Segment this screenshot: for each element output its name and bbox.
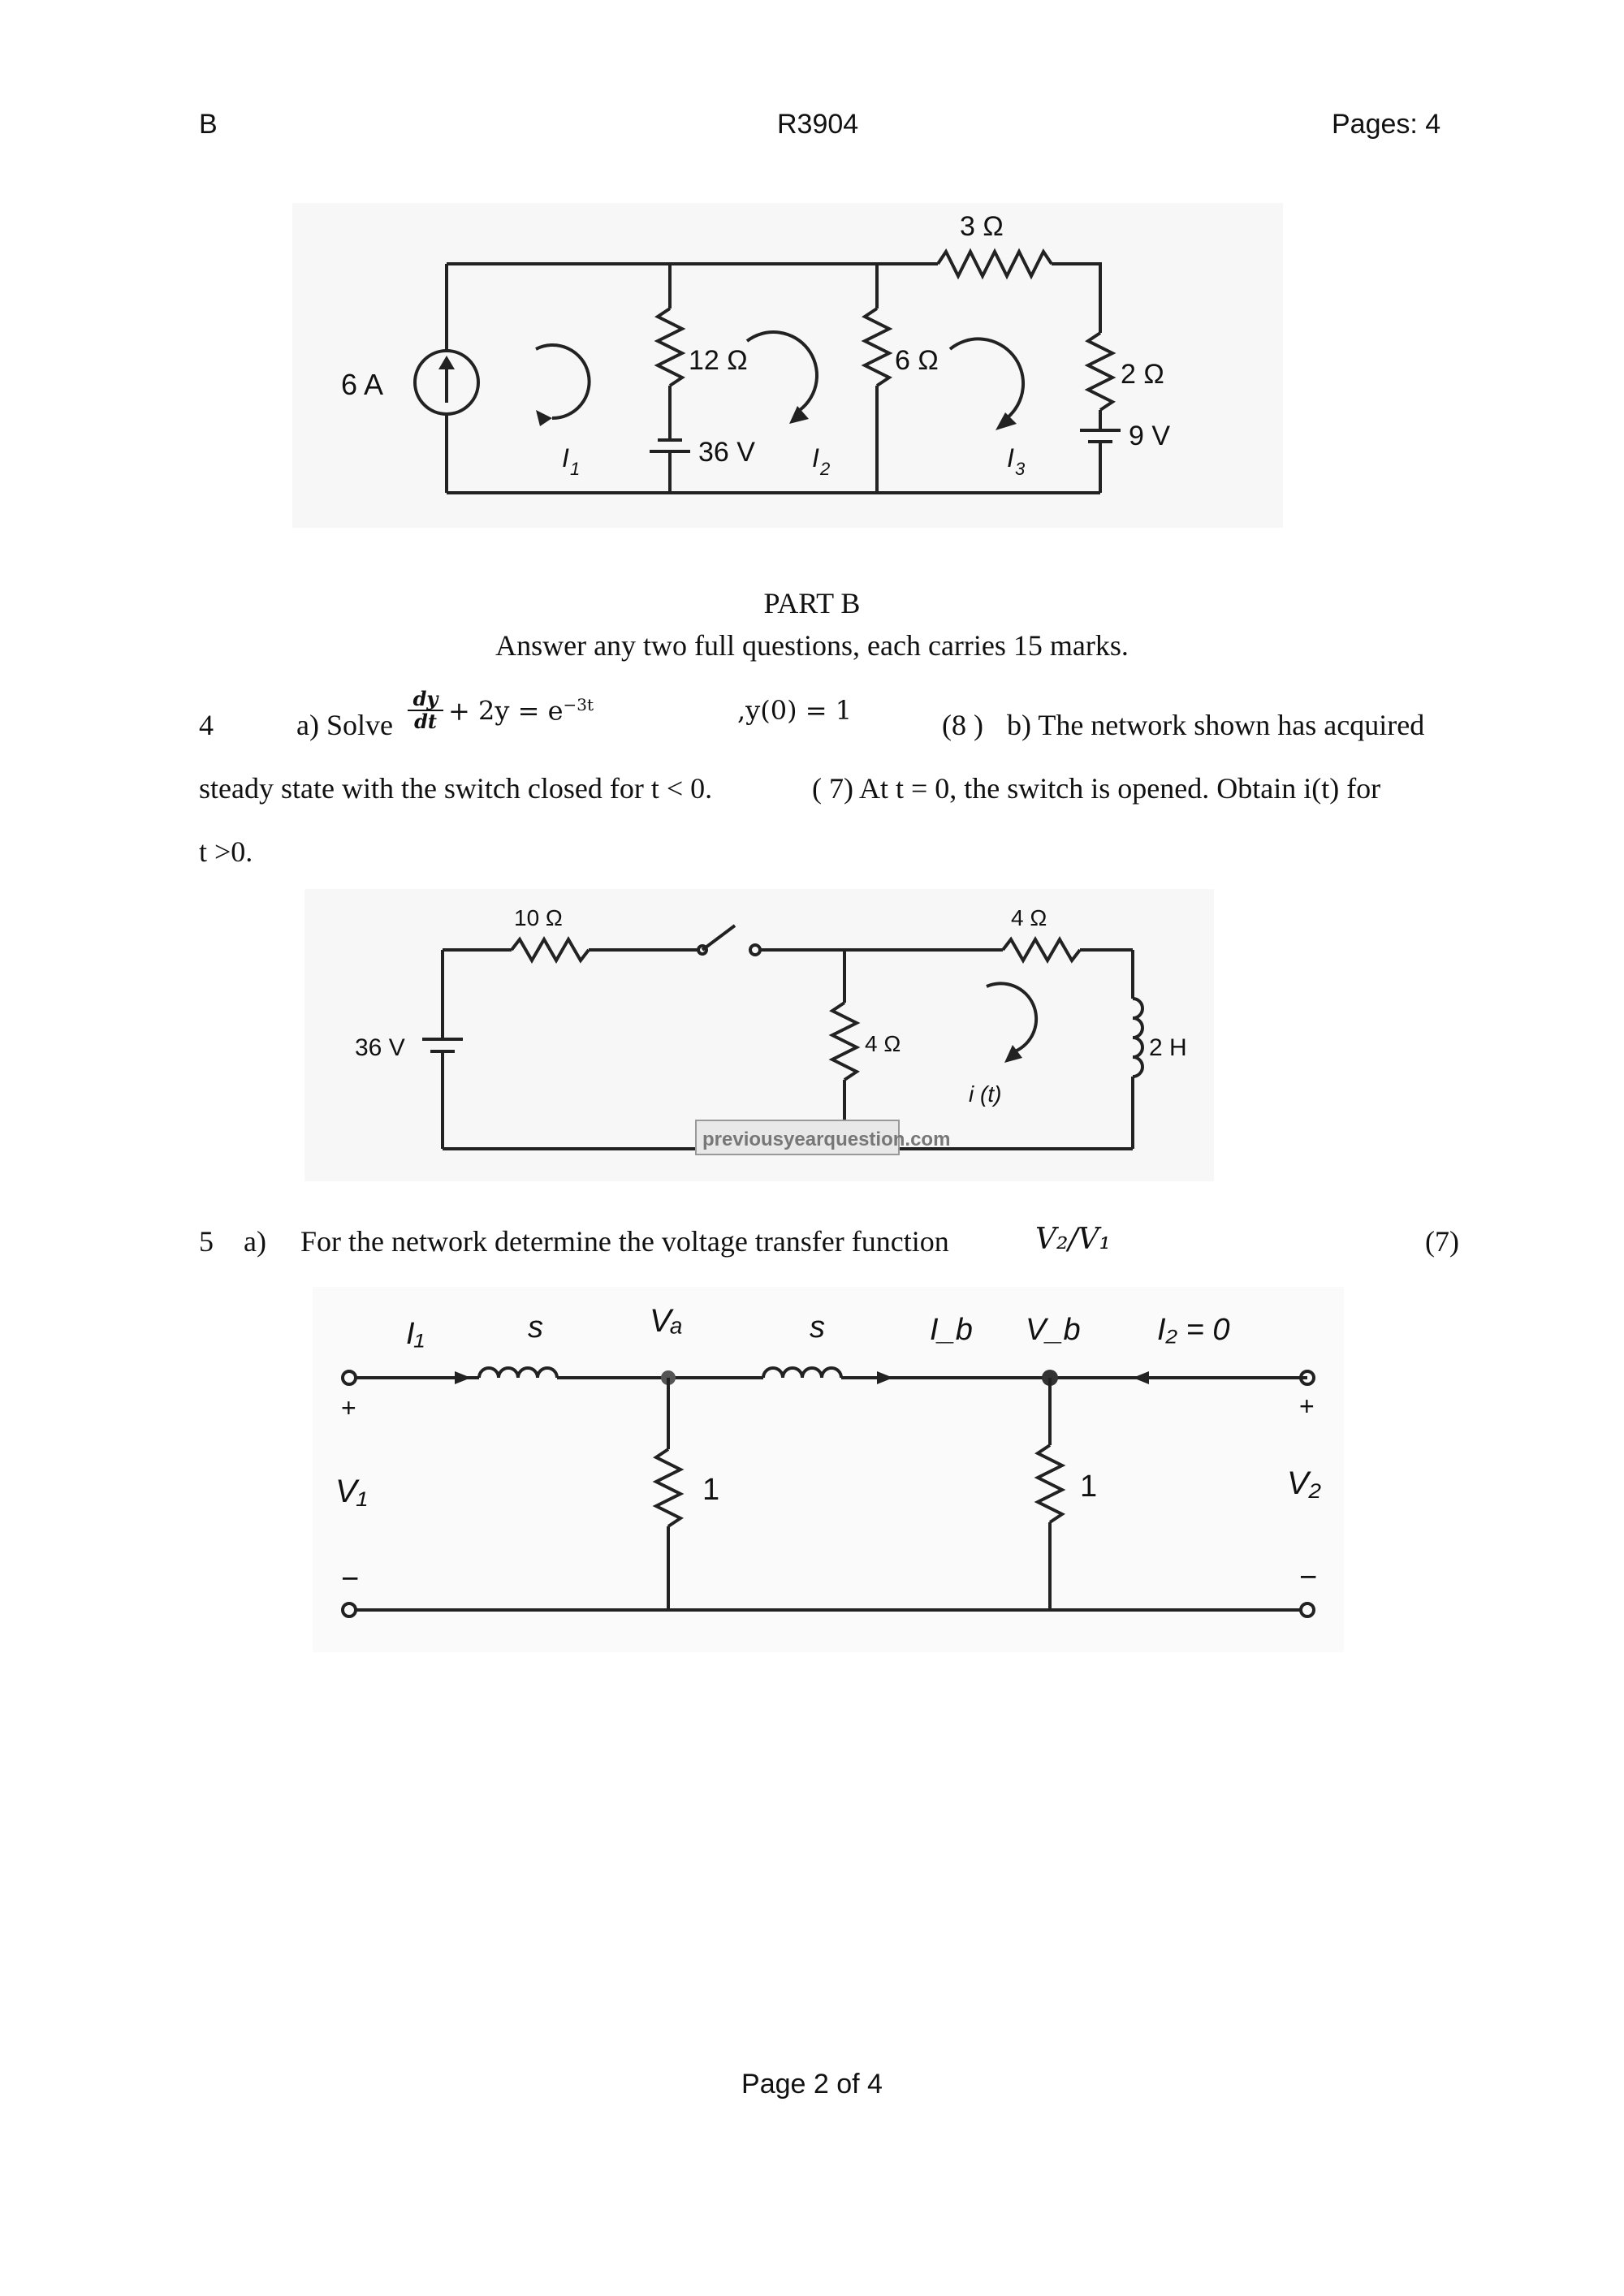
- fraction-denominator: dt: [414, 710, 437, 733]
- equation-exponent: −3t: [563, 695, 594, 714]
- loop-sub-2: 2: [820, 459, 831, 479]
- r1a-label: 1: [702, 1473, 720, 1507]
- page-footer: Page 2 of 4: [741, 2069, 883, 2100]
- current-label: i (t): [969, 1081, 1002, 1107]
- q4-line2-b: ( 7) At t = 0, the switch is opened. Obtain i(t) for: [812, 772, 1381, 805]
- i1-label: I₁: [406, 1317, 425, 1351]
- r10-label: 10 Ω: [514, 905, 563, 930]
- v2-label: V₂: [1287, 1465, 1321, 1501]
- v36-label: 36 V: [698, 437, 755, 468]
- r3-label: 3 Ω: [960, 211, 1004, 242]
- q5-number: 5: [199, 1225, 214, 1258]
- q5-transfer-function: V₂/V₁: [1035, 1223, 1111, 1256]
- r12-label: 12 Ω: [689, 345, 748, 376]
- q4-equation: [448, 695, 594, 727]
- plus-1-label: +: [341, 1393, 356, 1422]
- circuit-figure-3: [313, 1287, 1344, 1652]
- q4-initial-condition: ,y(0) = 1: [737, 695, 853, 726]
- minus-2-label: −: [1299, 1560, 1318, 1595]
- loop-sub-1: 1: [570, 459, 581, 479]
- q5-part: a): [244, 1225, 266, 1258]
- loop-label-3: I: [1007, 443, 1014, 473]
- q4a-marks: (8 ): [942, 709, 983, 741]
- circuit-figure-2: [304, 889, 1214, 1181]
- r4mid-label: 4 Ω: [865, 1031, 901, 1056]
- q4a-prefix: a) Solve: [296, 709, 393, 741]
- fraction-numerator: dy: [408, 688, 443, 711]
- ib-label: I_b: [930, 1313, 973, 1347]
- s2-label: s: [810, 1310, 825, 1344]
- q5-marks: (7): [1425, 1225, 1459, 1258]
- r6-label: 6 Ω: [895, 345, 939, 376]
- watermark-text: previousyearquestion.com: [702, 1129, 951, 1150]
- minus-1-label: −: [341, 1562, 360, 1596]
- r4top-label: 4 Ω: [1011, 905, 1047, 930]
- q4-number: 4: [199, 709, 214, 741]
- part-b-title: PART B: [763, 587, 861, 619]
- v36-label-2: 36 V: [355, 1034, 405, 1061]
- q5-text: For the network determine the voltage transfer function: [300, 1225, 949, 1258]
- loop-sub-3: 3: [1015, 459, 1026, 479]
- header-center: R3904: [777, 109, 859, 140]
- va-label: Vₐ: [650, 1303, 684, 1339]
- vb-label: V_b: [1026, 1313, 1081, 1347]
- v9-label: 9 V: [1129, 421, 1171, 451]
- s1-label: s: [528, 1310, 543, 1344]
- plus-2-label: +: [1299, 1392, 1315, 1421]
- q4b-start: b) The network shown has acquired: [1007, 709, 1425, 741]
- equation-rest: + 2y = e: [448, 695, 564, 727]
- header-left: B: [199, 109, 218, 140]
- loop-label-2: I: [812, 443, 819, 473]
- q4-fraction: [408, 688, 443, 732]
- circuit-figure-1: [292, 203, 1283, 528]
- i2-label: I₂ = 0: [1157, 1313, 1230, 1347]
- q4-line3: t >0.: [199, 835, 253, 868]
- header-right: Pages: 4: [1332, 109, 1441, 140]
- r1b-label: 1: [1080, 1470, 1098, 1504]
- inductor-label: 2 H: [1149, 1034, 1187, 1061]
- source-label: 6 A: [341, 368, 384, 401]
- part-b-instruction: Answer any two full questions, each carries 15 marks.: [495, 629, 1129, 662]
- v1-label: V₁: [335, 1474, 368, 1509]
- loop-label-1: I: [562, 443, 569, 473]
- r2-label: 2 Ω: [1121, 359, 1164, 390]
- q4-line2-a: steady state with the switch closed for t < 0.: [199, 772, 713, 805]
